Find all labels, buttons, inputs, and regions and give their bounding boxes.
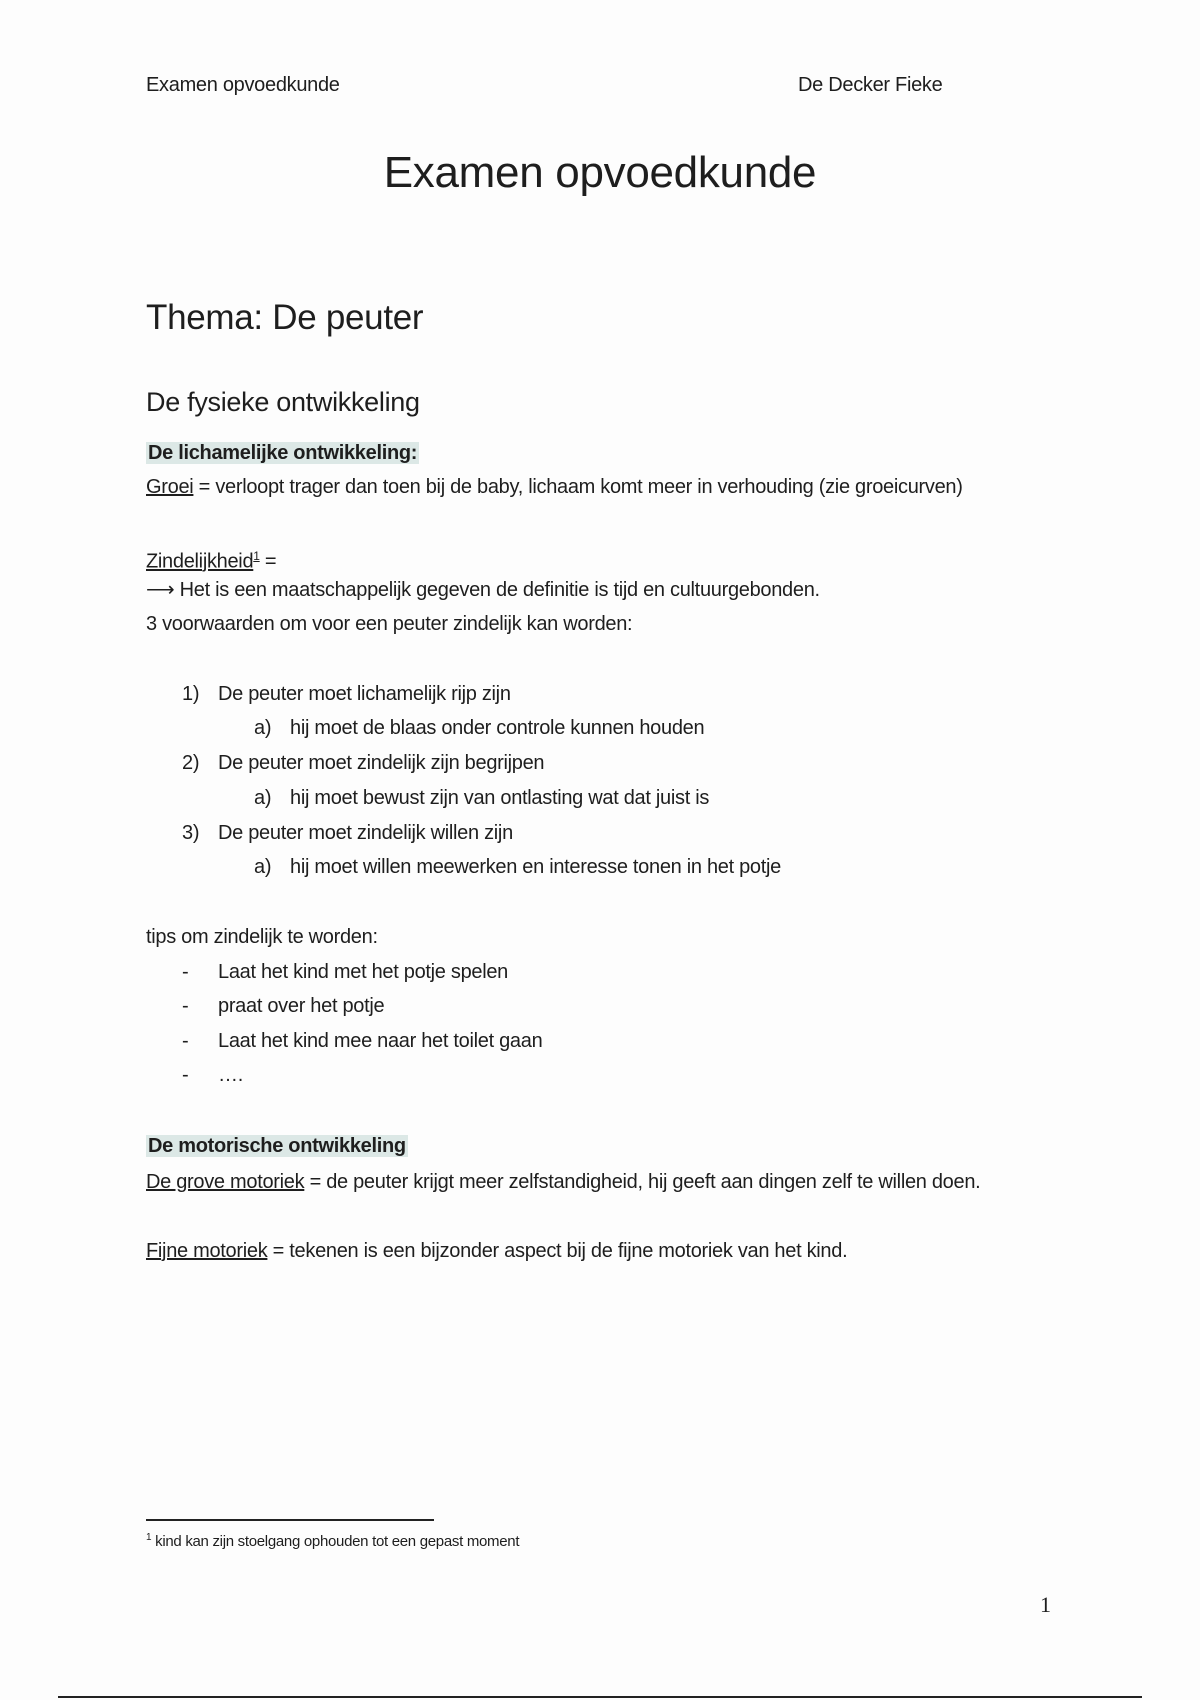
fijne-motoriek-term: Fijne motoriek [146, 1240, 268, 1262]
groei-line [146, 470, 1106, 504]
groei-text: = verloopt trager dan toen bij de baby, lichaam komt meer in verhouding (zie groeicurven) [193, 476, 963, 498]
list-number: 1) [182, 683, 200, 705]
grove-motoriek-line [146, 1165, 1106, 1199]
footnote-text: kind kan zijn stoelgang ophouden tot een gepast moment [151, 1533, 520, 1550]
sub-list-text: hij moet willen meewerken en interesse tonen in het potje [290, 856, 781, 878]
list-text: De peuter moet zindelijk willen zijn [218, 822, 513, 844]
zindelijkheid-term: Zindelijkheid [146, 550, 254, 573]
list-item [182, 955, 508, 989]
motorisch-heading-line [146, 1129, 1106, 1163]
tips-intro: tips om zindelijk te worden: [146, 926, 378, 948]
list-item [182, 816, 513, 850]
list-item [182, 1024, 542, 1058]
list-item [182, 746, 544, 780]
list-text: De peuter moet zindelijk zijn begrijpen [218, 752, 545, 774]
groei-term: Groei [146, 476, 194, 498]
list-number: 2) [182, 752, 200, 774]
list-item [182, 989, 384, 1023]
sub-list-text: hij moet de blaas onder controle kunnen houden [290, 717, 705, 739]
document-title: Examen opvoedkunde [383, 148, 817, 197]
sub-list-text: hij moet bewust zijn van ontlasting wat dat juist is [290, 787, 710, 809]
footnote-reference[interactable]: 1 [253, 549, 260, 563]
footnote-separator [146, 1519, 434, 1521]
grove-motoriek-text: = de peuter krijgt meer zelfstandigheid, hij geeft aan dingen zelf te willen doen. [304, 1171, 981, 1193]
sub-list-letter: a) [254, 856, 272, 878]
list-text: Laat het kind mee naar het toilet gaan [218, 1030, 543, 1052]
sub-list-item [254, 850, 781, 884]
fijne-motoriek-line [146, 1234, 1106, 1268]
zindelijkheid-suffix: = [259, 550, 277, 573]
list-text: praat over het potje [218, 995, 385, 1017]
sub-list-letter: a) [254, 717, 272, 739]
bullet-dash: - [182, 1064, 189, 1086]
list-item [182, 677, 511, 711]
page-number: 1 [1040, 1592, 1051, 1617]
list-text: …. [218, 1064, 243, 1086]
header-left: Examen opvoedkunde [146, 74, 340, 96]
list-item [182, 1058, 243, 1092]
sub-list-item [254, 781, 709, 815]
fijne-motoriek-text: = tekenen is een bijzonder aspect bij de fijne motoriek van het kind. [267, 1240, 848, 1262]
sub-list-item [254, 711, 704, 745]
bullet-dash: - [182, 995, 189, 1017]
arrow-line: ⟶ Het is een maatschappelijk gegeven de definitie is tijd en cultuurgebonden. [146, 579, 820, 601]
footnote-mark: 1 [146, 1532, 152, 1543]
footnote [146, 1532, 519, 1550]
list-text: Laat het kind met het potje spelen [218, 961, 509, 983]
lichamelijk-heading: De lichamelijke ontwikkeling: [148, 442, 418, 464]
header-right: De Decker Fieke [798, 74, 943, 96]
grove-motoriek-term: De grove motoriek [146, 1171, 305, 1193]
page-bottom-divider [58, 1696, 1142, 1698]
section-heading: De fysieke ontwikkeling [146, 387, 420, 417]
conditions-intro: 3 voorwaarden om voor een peuter zindelijk kan worden: [146, 613, 633, 635]
bullet-dash: - [182, 961, 189, 983]
list-text: De peuter moet lichamelijk rijp zijn [218, 683, 511, 705]
list-number: 3) [182, 822, 200, 844]
motorisch-heading: De motorische ontwikkeling [148, 1135, 406, 1157]
sub-list-letter: a) [254, 787, 272, 809]
lichamelijk-heading-line [146, 436, 1106, 470]
bullet-dash: - [182, 1030, 189, 1052]
theme-heading: Thema: De peuter [146, 298, 424, 337]
